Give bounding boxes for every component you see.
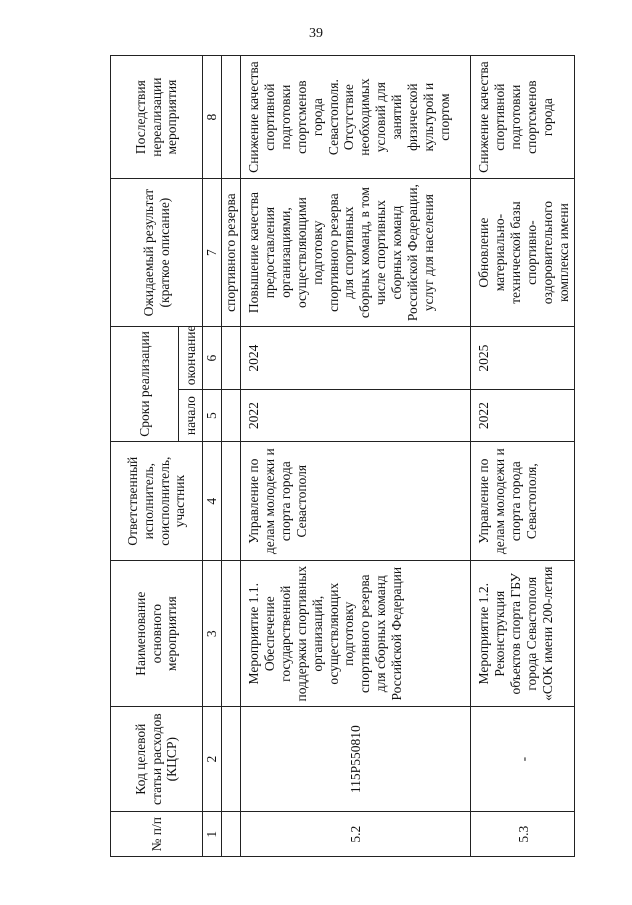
index-cell: 1 [203, 812, 222, 857]
header-result: Ожидаемый результат (краткое описание) [111, 179, 203, 327]
continuation-row [221, 56, 240, 857]
rotated-table-canvas [110, 55, 615, 857]
header-kcsr: Код целевой статьи расходов (КЦСР) [111, 706, 203, 812]
header-name: Наименование основного мероприятия [111, 561, 203, 706]
row-start: 2022 [240, 390, 470, 442]
row-num: 5.2 [240, 812, 470, 857]
row-executor: Управление по делам молодежи и спорта города Севастополя, [470, 441, 575, 561]
row-end: 2024 [240, 326, 470, 389]
header-period: Сроки реализации [111, 326, 179, 441]
row-name: Мероприятие 1.1. Обеспечение государственной поддержки спортивных организаций, осуществляющих подготовку спортивного резерва для сборных команд Российской Федерации [240, 561, 470, 706]
table-row [240, 56, 470, 857]
row-executor: Управление по делам молодежи и спорта города Севастополя [240, 441, 470, 561]
row-result: Обновление материально-технической базы спортивно-оздоровительного комплекса имени [470, 179, 575, 327]
index-cell: 7 [203, 179, 222, 327]
row-consequence: Снижение качества спортивной подготовки спортсменов города Севастополя. Отсутствие необходимых условий для занятий физической культурой и спортом [240, 56, 470, 179]
row-name: Мероприятие 1.2. Реконструкция объектов спорта ГБУ города Севастополя «СОК имени 200-летия [470, 561, 575, 706]
header-num: № п/п [111, 812, 203, 857]
activities-table [110, 55, 575, 857]
index-cell: 3 [203, 561, 222, 706]
header-start: начало [179, 390, 203, 442]
header-end: окончание [179, 326, 203, 389]
row-end: 2025 [470, 326, 575, 389]
page-number: 39 [309, 26, 323, 41]
index-cell: 5 [203, 390, 222, 442]
header-row [111, 56, 179, 857]
index-row [203, 56, 222, 857]
table-row [470, 56, 575, 857]
continuation-text: спортивного резерва [221, 179, 240, 327]
index-cell: 2 [203, 706, 222, 812]
index-cell: 6 [203, 326, 222, 389]
header-executor: Ответственный исполнитель, соисполнитель, участник [111, 441, 203, 561]
rotated-table-wrapper [110, 55, 615, 857]
row-result: Повышение качества предоставления организациями, осуществляющими подготовку спортивного резерва для спортивных сборных команд, в том числе спортивных сборных команд Российской Федерации, услуг для населения [240, 179, 470, 327]
index-cell: 4 [203, 441, 222, 561]
row-start: 2022 [470, 390, 575, 442]
header-consequence: Последствия нереализации мероприятия [111, 56, 203, 179]
row-kcsr: - [470, 706, 575, 812]
row-num: 5.3 [470, 812, 575, 857]
row-consequence: Снижение качества спортивной подготовки спортсменов города [470, 56, 575, 179]
row-kcsr: 115Р550810 [240, 706, 470, 812]
index-cell: 8 [203, 56, 222, 179]
